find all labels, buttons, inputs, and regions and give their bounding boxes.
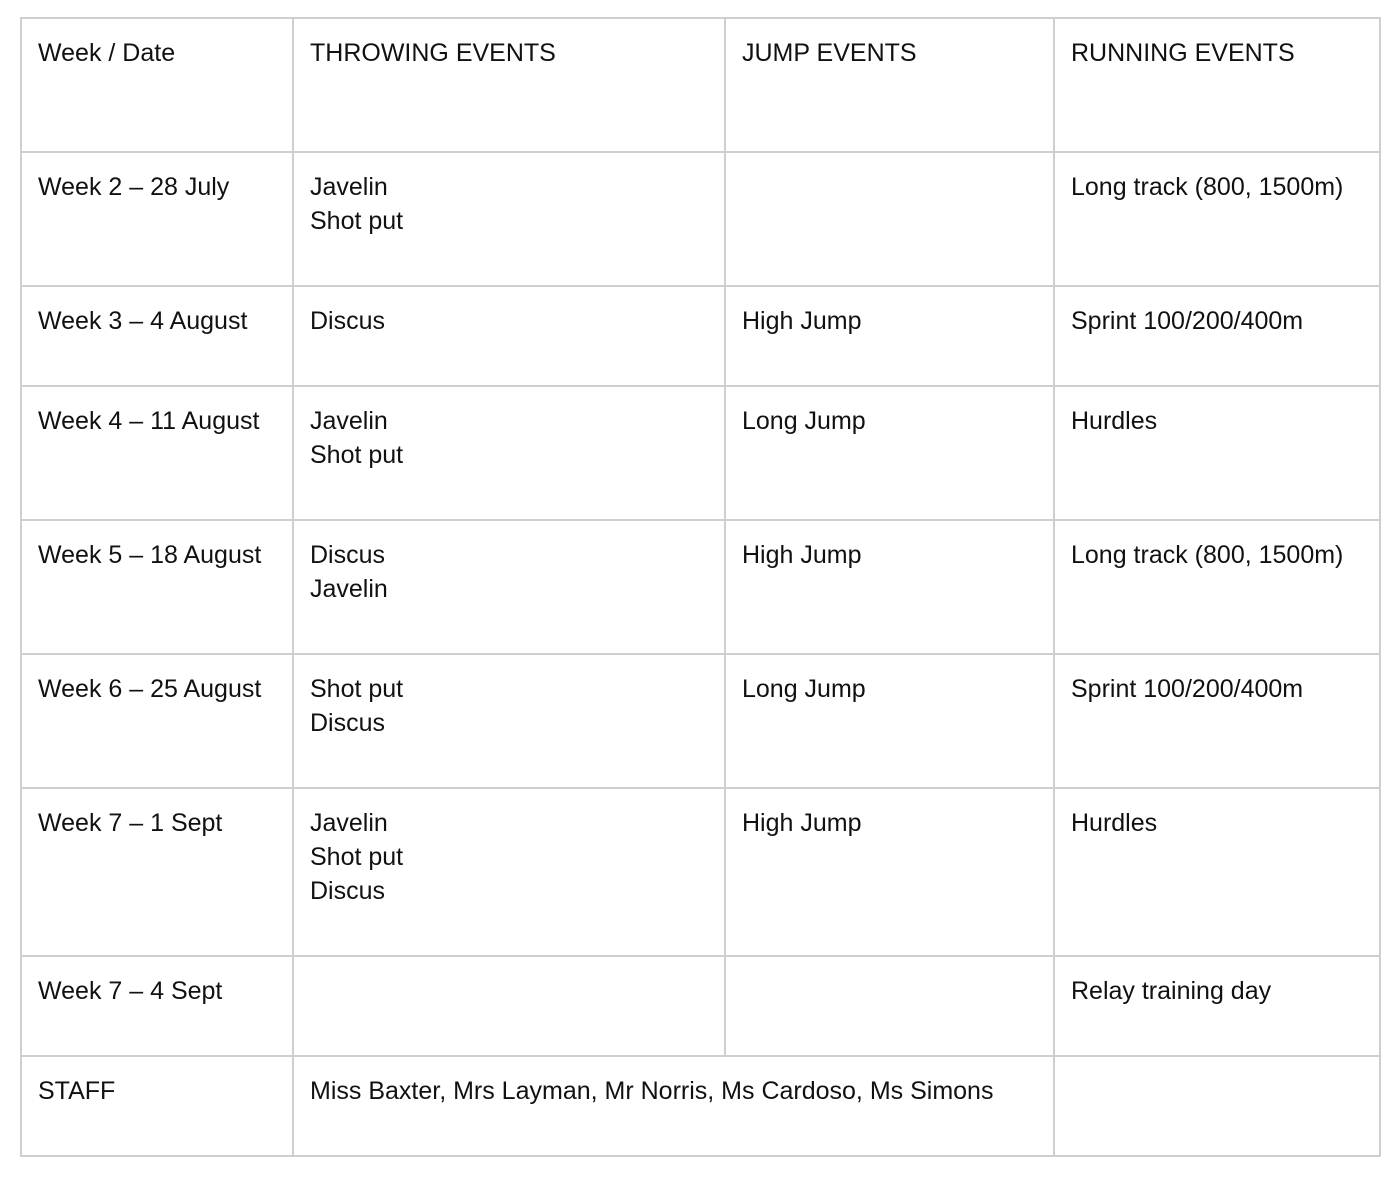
running-events-cell: Sprint 100/200/400m bbox=[1054, 654, 1380, 788]
table-row bbox=[21, 654, 1380, 788]
running-events-cell: Hurdles bbox=[1054, 386, 1380, 520]
throwing-events-cell bbox=[293, 386, 725, 520]
staff-label: STAFF bbox=[21, 1056, 293, 1156]
throwing-events-cell bbox=[293, 654, 725, 788]
throwing-event: Javelin bbox=[310, 173, 388, 201]
header-jump-events: JUMP EVENTS bbox=[725, 18, 1054, 152]
week-date-cell: Week 6 – 25 August bbox=[21, 654, 293, 788]
week-date-cell: Week 2 – 28 July bbox=[21, 152, 293, 286]
week-date-cell: Week 7 – 1 Sept bbox=[21, 788, 293, 956]
throwing-event: Shot put bbox=[310, 441, 404, 469]
events-schedule-table bbox=[20, 17, 1381, 1157]
throwing-event: Javelin bbox=[310, 407, 388, 435]
throwing-event: Javelin bbox=[310, 809, 388, 837]
throwing-event: Shot put bbox=[310, 843, 404, 871]
throwing-event: Shot put bbox=[310, 675, 404, 703]
week-date-cell: Week 7 – 4 Sept bbox=[21, 956, 293, 1056]
table-row bbox=[21, 788, 1380, 956]
staff-names: Miss Baxter, Mrs Layman, Mr Norris, Ms Cardoso, Ms Simons bbox=[293, 1056, 1054, 1156]
table-row bbox=[21, 286, 1380, 386]
header-row bbox=[21, 18, 1380, 152]
throwing-event: Discus bbox=[310, 541, 386, 569]
running-events-cell: Long track (800, 1500m) bbox=[1054, 520, 1380, 654]
throwing-event: Discus bbox=[310, 877, 386, 905]
throwing-event: Javelin bbox=[310, 575, 388, 603]
running-events-cell: Relay training day bbox=[1054, 956, 1380, 1056]
jump-events-cell bbox=[725, 152, 1054, 286]
jump-events-cell: Long Jump bbox=[725, 654, 1054, 788]
table-row bbox=[21, 520, 1380, 654]
jump-events-cell: Long Jump bbox=[725, 386, 1054, 520]
week-date-cell: Week 5 – 18 August bbox=[21, 520, 293, 654]
header-running-events: RUNNING EVENTS bbox=[1054, 18, 1380, 152]
header-throwing-events: THROWING EVENTS bbox=[293, 18, 725, 152]
throwing-events-cell bbox=[293, 956, 725, 1056]
table-row bbox=[21, 152, 1380, 286]
throwing-event: Discus bbox=[310, 709, 386, 737]
header-week-date: Week / Date bbox=[21, 18, 293, 152]
staff-row bbox=[21, 1056, 1380, 1156]
throwing-events-cell bbox=[293, 520, 725, 654]
throwing-event: Shot put bbox=[310, 207, 404, 235]
running-events-cell: Long track (800, 1500m) bbox=[1054, 152, 1380, 286]
jump-events-cell bbox=[725, 956, 1054, 1056]
week-date-cell: Week 3 – 4 August bbox=[21, 286, 293, 386]
running-events-cell: Hurdles bbox=[1054, 788, 1380, 956]
table-row bbox=[21, 956, 1380, 1056]
throwing-events-cell bbox=[293, 286, 725, 386]
staff-running-cell bbox=[1054, 1056, 1380, 1156]
week-date-cell: Week 4 – 11 August bbox=[21, 386, 293, 520]
running-events-cell: Sprint 100/200/400m bbox=[1054, 286, 1380, 386]
jump-events-cell: High Jump bbox=[725, 286, 1054, 386]
jump-events-cell: High Jump bbox=[725, 520, 1054, 654]
throwing-event: Discus bbox=[310, 307, 386, 335]
table-row bbox=[21, 386, 1380, 520]
throwing-events-cell bbox=[293, 152, 725, 286]
throwing-events-cell bbox=[293, 788, 725, 956]
jump-events-cell: High Jump bbox=[725, 788, 1054, 956]
